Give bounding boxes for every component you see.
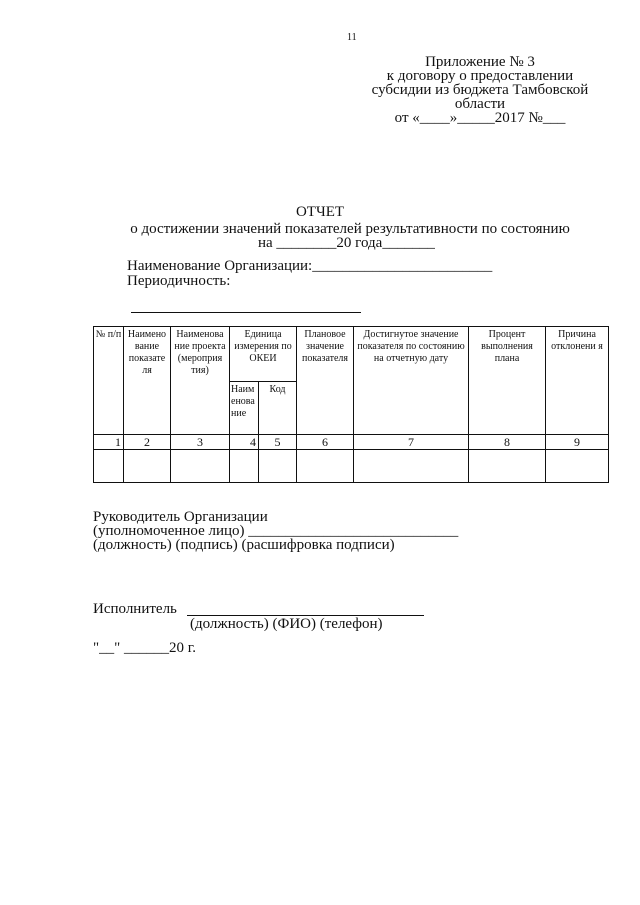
table-cell bbox=[171, 450, 230, 483]
header-percent: Процент выполнения плана bbox=[469, 327, 546, 435]
annex-line-4: области bbox=[454, 96, 506, 112]
header-achieved: Достигнутое значение показателя по состоянию на отчетную дату bbox=[354, 327, 469, 435]
table-cell bbox=[297, 450, 354, 483]
annex-line-3: субсидии из бюджета Тамбовской bbox=[371, 82, 589, 98]
header-row-1 bbox=[94, 327, 609, 382]
date-line: "__" ______20 г. bbox=[93, 640, 196, 656]
col-number: 7 bbox=[354, 435, 469, 450]
annex-line-1: Приложение № 3 bbox=[425, 54, 535, 70]
periodicity-underline bbox=[131, 312, 361, 313]
col-number: 1 bbox=[94, 435, 124, 450]
header-unit: Единица измерения по ОКЕИ bbox=[230, 327, 297, 382]
col-number: 4 bbox=[230, 435, 259, 450]
annex-block bbox=[350, 55, 610, 125]
executor-sub-labels: (должность) (ФИО) (телефон) bbox=[190, 616, 383, 632]
periodicity-label: Периодичность: bbox=[127, 273, 231, 289]
signature-block bbox=[93, 510, 458, 552]
col-number: 2 bbox=[124, 435, 171, 450]
table-cell bbox=[259, 450, 297, 483]
empty-data-row bbox=[94, 450, 609, 483]
col-number: 8 bbox=[469, 435, 546, 450]
col-number: 3 bbox=[171, 435, 230, 450]
header-indicator-name: Наимено вание показате ля bbox=[124, 327, 171, 435]
header-unit-code: Код bbox=[259, 382, 297, 435]
page-number: 11 bbox=[347, 32, 357, 43]
col-number: 9 bbox=[546, 435, 609, 450]
executor-label: Исполнитель bbox=[93, 601, 177, 617]
header-project-name: Наименова ние проекта (мероприя тия) bbox=[171, 327, 230, 435]
col-number: 5 bbox=[259, 435, 297, 450]
report-title: ОТЧЕТ bbox=[295, 204, 345, 220]
table-cell bbox=[124, 450, 171, 483]
header-planned: Плановое значение показателя bbox=[297, 327, 354, 435]
annex-line-2: к договору о предоставлении bbox=[386, 68, 574, 84]
indicators-table bbox=[93, 326, 609, 483]
report-subtitle: о достижении значений показателей результативности по состоянию bbox=[130, 221, 570, 237]
annex-date-line: от «____»_____2017 №___ bbox=[394, 110, 566, 126]
table-cell bbox=[94, 450, 124, 483]
table-cell bbox=[354, 450, 469, 483]
table-cell bbox=[230, 450, 259, 483]
signature-line-3: (должность) (подпись) (расшифровка подписи) bbox=[93, 537, 395, 553]
table-cell bbox=[469, 450, 546, 483]
header-reason: Причина отклонени я bbox=[546, 327, 609, 435]
header-unit-name: Наим енова ние bbox=[230, 382, 259, 435]
report-as-of: на ________20 года_______ bbox=[258, 235, 435, 251]
table-cell bbox=[546, 450, 609, 483]
col-number: 6 bbox=[297, 435, 354, 450]
signature-line-2: (уполномоченное лицо) ____________________________ bbox=[93, 523, 459, 539]
column-numbers-row bbox=[94, 435, 609, 450]
org-name-label: Наименование Организации:________________________ bbox=[127, 258, 493, 274]
header-num: № п/п bbox=[94, 327, 124, 435]
signature-line-1: Руководитель Организации bbox=[93, 509, 268, 525]
